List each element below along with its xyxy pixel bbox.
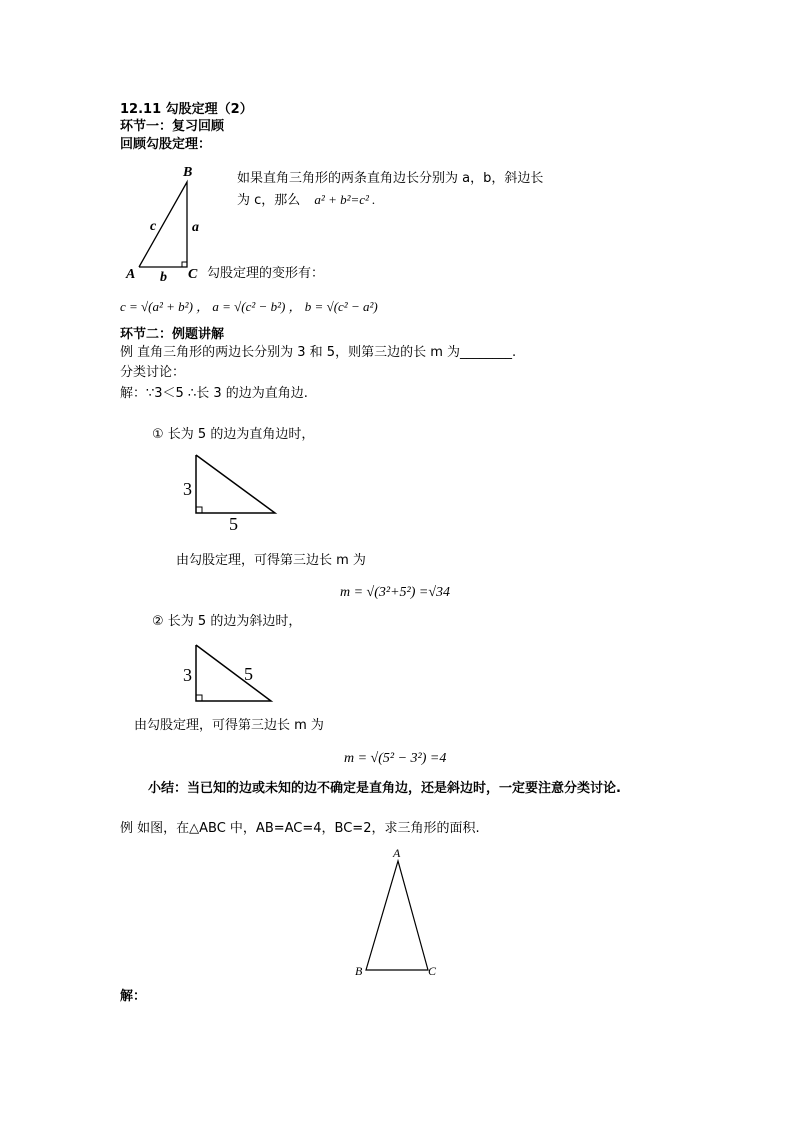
case-1-title: ① 长为 5 的边为直角边时，: [152, 427, 315, 442]
theorem-line-1: 如果直角三角形的两条直角边长分别为 a，b，斜边长: [237, 171, 544, 186]
iso-vertex-label-c: C: [428, 964, 437, 978]
side-label-b: b: [160, 270, 167, 285]
case-2-formula: m = √(5² − 3²) =4: [344, 751, 447, 766]
section-2-heading: 环节二：例题讲解: [120, 327, 225, 342]
doc-title: 12.11 勾股定理（2）: [120, 102, 253, 117]
review-heading: 回顾勾股定理：: [120, 137, 212, 152]
case-2-title: ② 长为 5 的边为斜边时，: [152, 614, 302, 629]
case-2-side-hyp: 5: [244, 664, 253, 684]
variants-heading: 勾股定理的变形有：: [207, 266, 325, 281]
summary-note: 小结：当已知的边或未知的边不确定是直角边，还是斜边时，一定要注意分类讨论.: [148, 781, 621, 796]
case-1-formula: m = √(3²+5²) =√34: [340, 585, 451, 600]
example-2-answer-label: 解：: [120, 989, 147, 1004]
side-label-c: c: [150, 219, 157, 234]
case-1-side-bottom: 5: [229, 514, 238, 534]
theorem-variants: c = √(a² + b²) ， a = √(c² − b²) ， b = √(c² − a²): [120, 299, 378, 314]
case-1-explain: 由勾股定理，可得第三边长 m 为: [176, 553, 366, 568]
case-2-side-left: 3: [183, 665, 192, 685]
example-2-question: 例 如图，在△ABC 中，AB=AC=4，BC=2，求三角形的面积.: [120, 821, 480, 836]
theorem-line-2-prefix: 为 c，那么: [237, 193, 301, 208]
vertex-label-b: B: [183, 165, 193, 180]
vertex-label-c: C: [188, 267, 198, 282]
example-1-solution: 解：∵3＜5 ∴长 3 的边为直角边.: [120, 386, 308, 401]
example-1-question: 例 直角三角形的两边长分别为 3 和 5，则第三边的长 m 为________.: [120, 345, 517, 360]
section-1-heading: 环节一：复习回顾: [120, 119, 225, 134]
theorem-formula: a² + b²=c² .: [314, 192, 376, 207]
side-label-a: a: [192, 220, 199, 235]
iso-vertex-label-a: A: [393, 846, 401, 860]
case-1-side-left: 3: [183, 479, 192, 499]
iso-vertex-label-b: B: [355, 964, 363, 978]
vertex-label-a: A: [126, 267, 136, 282]
classify-label: 分类讨论：: [120, 365, 186, 380]
case-2-explain: 由勾股定理，可得第三边长 m 为: [134, 718, 324, 733]
